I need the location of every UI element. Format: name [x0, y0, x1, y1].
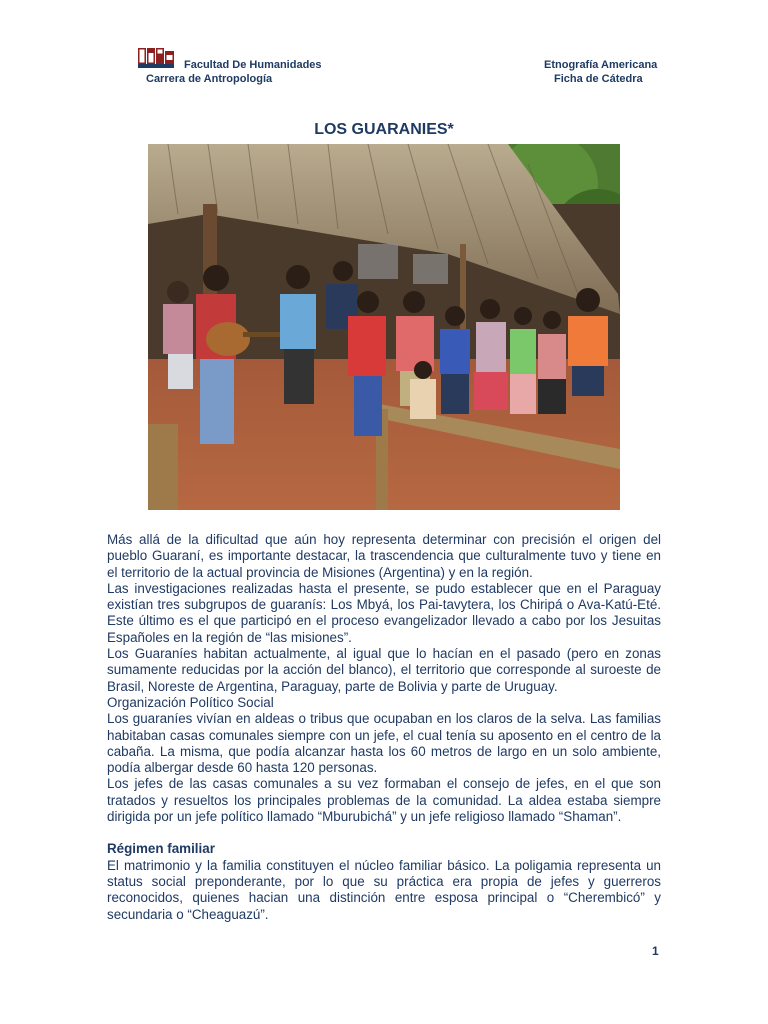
header-doc-type: Ficha de Cátedra — [554, 73, 643, 85]
header-career: Carrera de Antropología — [146, 73, 273, 85]
page-number: 1 — [652, 944, 659, 958]
header-faculty: Facultad De Humanidades — [184, 59, 322, 71]
paragraph: Las investigaciones realizadas hasta el presente, se pudo establecer que en el Paraguay existían tres subgrupos de guaranís: Los Mbyá, los Pai-tavytera, los Chiripá o Ava-Katú-Eté. Este último es el que participó en el proceso evangelizador llevado a cabo por los Jesuitas Españoles en la región de “las misiones”. — [107, 580, 661, 645]
paragraph: Más allá de la dificultad que aún hoy representa determinar con precisión el origen del pueblo Guaraní, es importante destacar, la trascendencia que culturalmente tuvo y tiene en el territorio de la actual provincia de Misiones (Argentina) y en la región. — [107, 532, 661, 580]
header-course: Etnografía Americana — [544, 59, 658, 71]
subheading-organizacion: Organización Político Social — [107, 694, 274, 710]
paragraph: Los Guaraníes habitan actualmente, al igual que lo hacían en el pasado (pero en zonas sumamente reducidas por la acción del blanco), el territorio que corresponde al suroeste de Brasil, Noreste de Argentina, Paraguay, parte de Bolivia y parte de Uruguay. — [107, 646, 661, 694]
section-heading: Régimen familiar — [107, 841, 215, 857]
paragraph: Los jefes de las casas comunales a su vez formaban el consejo de jefes, en el que son tratados y resueltos los principales problemas de la comunidad. La aldea estaba siempre dirigida por un jefe político llamado “Mburubichá” y un jefe religioso llamado “Shaman”. — [107, 776, 661, 825]
paragraph: Los guaraníes vivían en aldeas o tribus que ocupaban en los claros de la selva. Las familias habitaban casas comunales siempre con un jefe, el cual tenía su aposento en el centro de la cabaña. La misma, que podía alcanzar hasta los 60 metros de largo en un solo ambiente, podía albergar desde 60 hasta 120 personas. — [107, 711, 661, 776]
guarani-group-photo — [148, 144, 620, 510]
document-body — [107, 532, 661, 923]
document-title: LOS GUARANIES* — [314, 121, 454, 138]
spacer — [107, 825, 661, 841]
university-logo — [137, 47, 175, 69]
paragraph: El matrimonio y la familia constituyen el núcleo familiar básico. La poligamia representa un status social preponderante, por lo que su práctica era propia de jefes y guerreros reconocidos, quienes hacian una distinción entre esposa principal o “Cherembicó” y secundaria o “Cheaguazú”. — [107, 857, 661, 922]
